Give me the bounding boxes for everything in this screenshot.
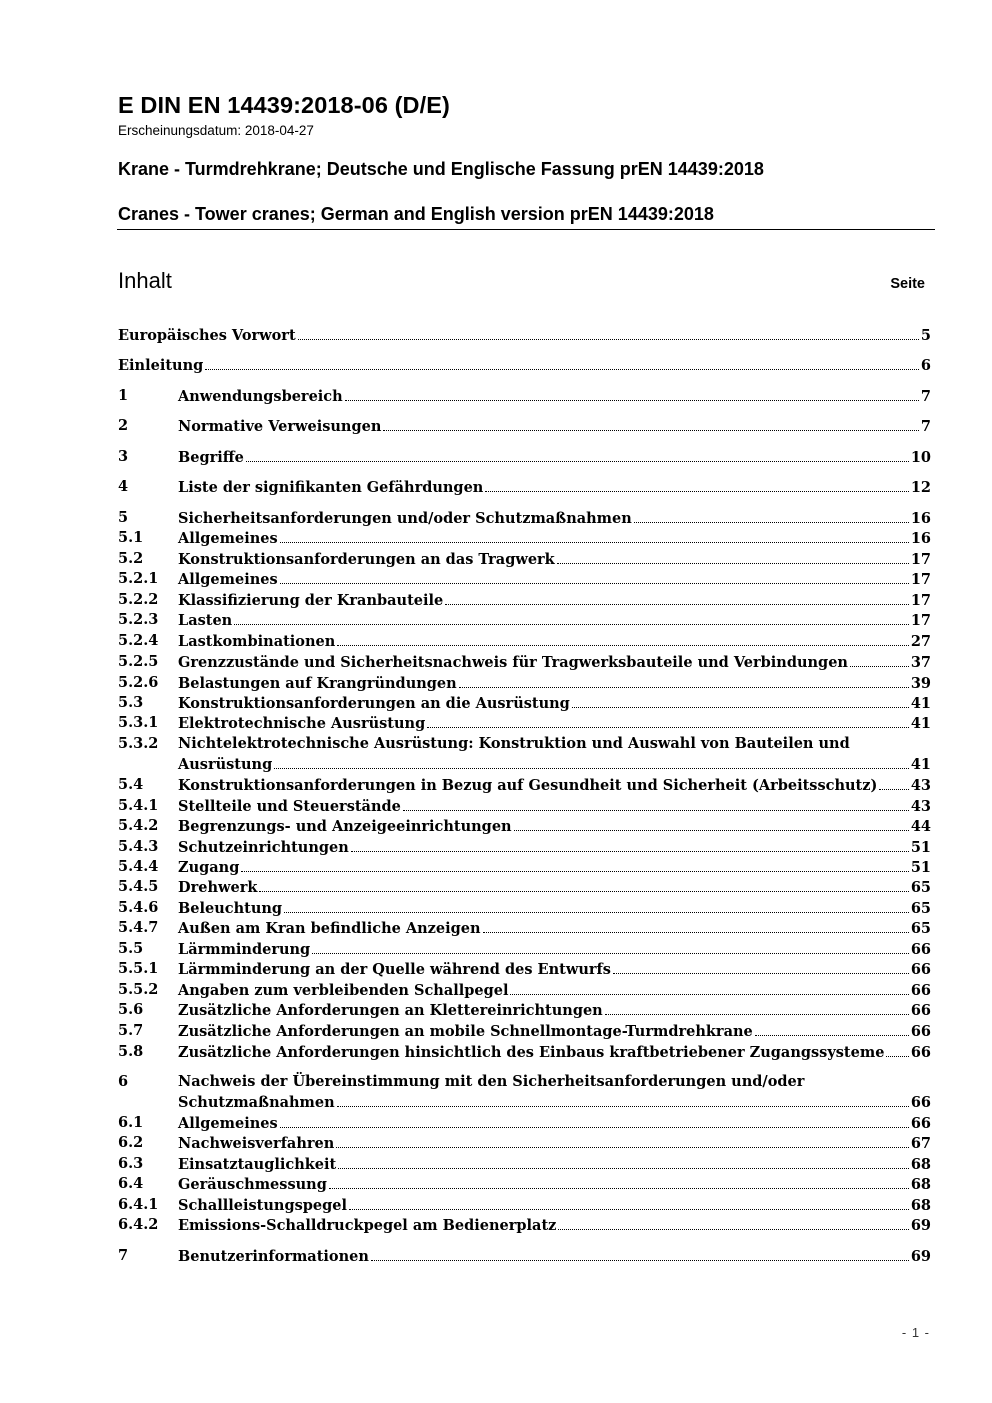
toc-entry[interactable] (118, 898, 931, 918)
toc-entry-title: Konstruktionsanforderungen in Bezug auf Gesundheit und Sicherheit (Arbeitsschutz) (178, 777, 878, 794)
toc-entry-page: 43 (910, 798, 931, 815)
toc-entry-title: Elektrotechnische Ausrüstung (178, 715, 426, 732)
toc-heading: Inhalt (118, 268, 172, 293)
toc-entry[interactable] (118, 508, 931, 528)
publication-date: Erscheinungsdatum: 2018-04-27 (118, 123, 314, 138)
toc-entry-number: 6.3 (118, 1155, 144, 1172)
toc-entry[interactable] (118, 416, 931, 436)
toc-dot-leader (351, 837, 909, 852)
toc-entry-page: 69 (910, 1248, 931, 1265)
toc-entry-title: Lasten (178, 612, 233, 629)
toc-entry-number: 3 (118, 448, 129, 465)
toc-entry-page: 41 (910, 756, 931, 773)
toc-dot-leader (383, 416, 919, 431)
toc-entry-number: 5.4.7 (118, 919, 159, 936)
toc-entry-title: Begrenzungs- und Anzeigeeinrichtungen (178, 818, 512, 835)
toc-entry-page: 69 (910, 1217, 931, 1234)
toc-entry-title: Zugang (178, 859, 240, 876)
toc-entry-number: 5.2 (118, 550, 144, 567)
toc-dot-leader (572, 693, 909, 708)
toc-entry[interactable] (118, 939, 931, 959)
toc-entry[interactable] (118, 1133, 931, 1153)
toc-entry-page: 51 (910, 859, 931, 876)
toc-dot-leader (371, 1246, 909, 1261)
toc-entry-page: 17 (910, 612, 931, 629)
toc-entry-number: 5.2.2 (118, 591, 159, 608)
toc-entry-page: 37 (910, 654, 931, 671)
toc-entry-title: Sicherheitsanforderungen und/oder Schutzmaßnahmen (178, 510, 632, 527)
toc-entry[interactable] (118, 1072, 931, 1113)
toc-dot-leader (403, 796, 909, 811)
title-german: Krane - Turmdrehkrane; Deutsche und Englische Fassung prEN 14439:2018 (118, 159, 764, 179)
toc-entry-title: Nachweis der Übereinstimmung mit den Sicherheitsanforderungen und/oder (178, 1073, 805, 1090)
toc-entry-number: 5.3.1 (118, 714, 159, 731)
toc-entry-page: 16 (910, 510, 931, 527)
toc-entry-number: 5.1 (118, 529, 144, 546)
toc-entry[interactable] (118, 796, 931, 816)
toc-page-column-label: Seite (890, 276, 925, 292)
toc-entry[interactable] (118, 1215, 931, 1235)
toc-entry-page: 6 (920, 357, 931, 374)
toc-entry-page: 65 (910, 900, 931, 917)
toc-dot-leader (274, 754, 909, 769)
toc-dot-leader (349, 1195, 909, 1210)
toc-entry-number: 6.4.2 (118, 1216, 159, 1233)
toc-entry-number: 5.4.2 (118, 817, 159, 834)
toc-dot-leader (459, 673, 909, 688)
toc-entry-number: 5.7 (118, 1022, 144, 1039)
toc-entry-page: 5 (920, 327, 931, 344)
toc-entry[interactable] (118, 1021, 931, 1041)
toc-entry[interactable] (118, 857, 931, 877)
toc-entry-number: 5.4.4 (118, 858, 159, 875)
toc-entry-number: 5.5.2 (118, 981, 159, 998)
toc-entry-title: Lastkombinationen (178, 633, 336, 650)
toc-entry[interactable] (118, 1113, 931, 1133)
toc-entry-page: 66 (910, 1115, 931, 1132)
document-id: E DIN EN 14439:2018-06 (D/E) (118, 92, 450, 118)
toc-dot-leader (337, 1092, 909, 1107)
toc-entry[interactable] (118, 477, 931, 497)
toc-entry-number: 5.2.6 (118, 674, 159, 691)
toc-entry[interactable] (118, 673, 931, 693)
toc-entry-title: Zusätzliche Anforderungen hinsichtlich des Einbaus kraftbetriebener Zugangssysteme (178, 1044, 885, 1061)
toc-entry-page: 65 (910, 920, 931, 937)
toc-entry-number: 2 (118, 417, 129, 434)
toc-entry-page: 66 (910, 1044, 931, 1061)
toc-entry[interactable] (118, 631, 931, 651)
toc-entry-title: Geräuschmessung (178, 1176, 327, 1193)
toc-entry-title: Konstruktionsanforderungen an das Tragwerk (178, 551, 555, 568)
toc-entry-title: Außen am Kran befindliche Anzeigen (178, 920, 481, 937)
toc-entry[interactable] (118, 1000, 931, 1020)
toc-entry[interactable] (118, 569, 931, 589)
toc-entry-number: 4 (118, 478, 129, 495)
toc-entry-number: 5.4.1 (118, 797, 159, 814)
toc-dot-leader (345, 386, 919, 401)
toc-dot-leader (850, 652, 909, 667)
toc-dot-leader (241, 857, 908, 872)
toc-dot-leader (234, 610, 909, 625)
toc-entry-title: Konstruktionsanforderungen an die Ausrüstung (178, 695, 570, 712)
toc-entry-title: Allgemeines (178, 1115, 278, 1132)
toc-entry-title: Zusätzliche Anforderungen an Klettereinrichtungen (178, 1002, 603, 1019)
toc-entry-number: 5.2.4 (118, 632, 159, 649)
toc-entry-page: 68 (910, 1156, 931, 1173)
toc-dot-leader (514, 816, 909, 831)
toc-entry-number: 5.8 (118, 1043, 144, 1060)
toc-entry-title: Europäisches Vorwort (118, 327, 296, 344)
toc-entry-page: 7 (920, 418, 931, 435)
toc-entry-number: 5.4.5 (118, 878, 159, 895)
toc-dot-leader (337, 631, 909, 646)
toc-entry-number: 5.6 (118, 1001, 144, 1018)
toc-entry[interactable] (118, 590, 931, 610)
toc-entry-number: 5.5 (118, 940, 144, 957)
toc-entry-page: 41 (910, 715, 931, 732)
toc-entry-title: Belastungen auf Krangründungen (178, 675, 457, 692)
toc-entry-title: Benutzerinformationen (178, 1248, 369, 1265)
toc-dot-leader (485, 477, 908, 492)
toc-entry-page: 66 (910, 982, 931, 999)
toc-dot-leader (510, 980, 908, 995)
toc-entry-page: 67 (910, 1135, 931, 1152)
toc-entry-number: 5.3.2 (118, 735, 159, 752)
toc-entry[interactable] (118, 549, 931, 569)
toc-dot-leader (605, 1000, 909, 1015)
toc-dot-leader (280, 1113, 909, 1128)
toc-entry-title: Begriffe (178, 449, 244, 466)
toc-entry-page: 43 (910, 777, 931, 794)
toc-entry-number: 6.4.1 (118, 1196, 159, 1213)
toc-entry-title: Emissions-Schalldruckpegel am Bedienerplatz (178, 1217, 557, 1234)
toc-entry-page: 16 (910, 530, 931, 547)
toc-entry-page: 51 (910, 839, 931, 856)
toc-dot-leader (558, 1215, 908, 1230)
toc-entry-title: Allgemeines (178, 571, 278, 588)
toc-entry[interactable] (118, 610, 931, 630)
toc-entry-number: 6.1 (118, 1114, 144, 1131)
toc-entry-title: Klassifizierung der Kranbauteile (178, 592, 444, 609)
toc-entry-page: 66 (910, 941, 931, 958)
toc-entry-number: 5.4 (118, 776, 144, 793)
toc-dot-leader (338, 1154, 909, 1169)
toc-entry-number: 5.4.6 (118, 899, 159, 916)
toc-dot-leader (329, 1174, 909, 1189)
toc-entry-number: 5.2.1 (118, 570, 159, 587)
toc-entry[interactable] (118, 816, 931, 836)
toc-dot-leader (427, 713, 909, 728)
toc-entry-title-continued: Schutzmaßnahmen (178, 1094, 335, 1111)
toc-entry[interactable] (118, 980, 931, 1000)
toc-entry-title: Lärmminderung (178, 941, 311, 958)
toc-dot-leader (280, 528, 909, 543)
toc-entry[interactable] (118, 837, 931, 857)
toc-dot-leader (312, 939, 909, 954)
toc-entry[interactable] (118, 386, 931, 406)
toc-entry-page: 7 (920, 388, 931, 405)
toc-entry[interactable] (118, 713, 931, 733)
toc-entry[interactable] (118, 447, 931, 467)
toc-dot-leader (879, 775, 908, 790)
toc-dot-leader (284, 898, 909, 913)
toc-entry-page: 12 (910, 479, 931, 496)
toc-entry-page: 66 (910, 1094, 931, 1111)
toc-entry-page: 68 (910, 1176, 931, 1193)
toc-entry[interactable] (118, 1195, 931, 1215)
toc-entry-number: 5.3 (118, 694, 144, 711)
toc-entry[interactable] (118, 693, 931, 713)
toc-entry-title: Normative Verweisungen (178, 418, 382, 435)
toc-dot-leader (445, 590, 909, 605)
toc-entry-number: 5 (118, 509, 129, 526)
toc-entry-page: 66 (910, 1023, 931, 1040)
toc-entry-title: Lärmminderung an der Quelle während des Entwurfs (178, 961, 611, 978)
toc-entry-title: Liste der signifikanten Gefährdungen (178, 479, 484, 496)
toc-entry-title: Schallleistungspegel (178, 1197, 347, 1214)
toc-entry-number: 6.4 (118, 1175, 144, 1192)
toc-entry-page: 39 (910, 675, 931, 692)
toc-dot-leader (205, 355, 919, 370)
toc-entry-title: Nachweisverfahren (178, 1135, 335, 1152)
toc-entry-title: Einsatztauglichkeit (178, 1156, 337, 1173)
toc-dot-leader (298, 325, 919, 340)
toc-dot-leader (280, 569, 909, 584)
toc-dot-leader (336, 1133, 909, 1148)
toc-entry[interactable] (118, 1246, 931, 1266)
toc-entry-page: 68 (910, 1197, 931, 1214)
toc-dot-leader (246, 447, 909, 462)
toc-entry[interactable] (118, 959, 931, 979)
toc-entry-number: 7 (118, 1247, 129, 1264)
toc-entry[interactable] (118, 355, 931, 375)
toc-entry-title: Angaben zum verbleibenden Schallpegel (178, 982, 509, 999)
toc-entry-page: 17 (910, 592, 931, 609)
toc-entry-page: 66 (910, 1002, 931, 1019)
toc-dot-leader (483, 918, 909, 933)
toc-entry-page: 44 (910, 818, 931, 835)
toc-entry-title: Nichtelektrotechnische Ausrüstung: Konstruktion und Auswahl von Bauteilen und (178, 735, 850, 752)
toc-entry-number: 5.2.3 (118, 611, 159, 628)
toc-entry[interactable] (118, 877, 931, 897)
toc-entry-page: 41 (910, 695, 931, 712)
toc-entry-page: 66 (910, 961, 931, 978)
toc-entry-number: 5.5.1 (118, 960, 159, 977)
toc-entry-number: 6 (118, 1073, 129, 1090)
toc-entry-title: Schutzeinrichtungen (178, 839, 349, 856)
toc-entry-number: 5.2.5 (118, 653, 159, 670)
toc-dot-leader (557, 549, 909, 564)
toc-entry-number: 1 (118, 387, 129, 404)
toc-dot-leader (634, 508, 909, 523)
toc-entry-title: Beleuchtung (178, 900, 283, 917)
toc-entry-page: 65 (910, 879, 931, 896)
header-divider (117, 229, 935, 230)
toc-entry-page: 27 (910, 633, 931, 650)
toc-entry-title: Grenzzustände und Sicherheitsnachweis für Tragwerksbauteile und Verbindungen (178, 654, 848, 671)
toc-entry-title: Stellteile und Steuerstände (178, 798, 401, 815)
toc-entry-page: 17 (910, 571, 931, 588)
toc-entry[interactable] (118, 1154, 931, 1174)
toc-entry-page: 10 (910, 449, 931, 466)
toc-entry[interactable] (118, 325, 931, 345)
title-english: Cranes - Tower cranes; German and English version prEN 14439:2018 (118, 204, 714, 224)
toc-entry-title-continued: Ausrüstung (178, 756, 273, 773)
toc-entry-page: 17 (910, 551, 931, 568)
toc-entry[interactable] (118, 1174, 931, 1194)
toc-entry-number: 6.2 (118, 1134, 144, 1151)
toc-entry[interactable] (118, 918, 931, 938)
toc-entry[interactable] (118, 652, 931, 672)
toc-dot-leader (886, 1042, 908, 1057)
toc-entry[interactable] (118, 528, 931, 548)
toc-dot-leader (755, 1021, 909, 1036)
toc-entry-title: Zusätzliche Anforderungen an mobile Schnellmontage-Turmdrehkrane (178, 1023, 753, 1040)
toc-dot-leader (613, 959, 909, 974)
toc-dot-leader (259, 877, 908, 892)
toc-entry[interactable] (118, 1042, 931, 1062)
toc-entry-title: Allgemeines (178, 530, 278, 547)
toc-entry-number: 5.4.3 (118, 838, 159, 855)
toc-entry-title: Einleitung (118, 357, 204, 374)
toc-entry[interactable] (118, 775, 931, 795)
toc-entry[interactable] (118, 734, 931, 775)
page-number: - 1 - (901, 1325, 930, 1340)
toc-entry-title: Drehwerk (178, 879, 258, 896)
toc-entry-title: Anwendungsbereich (178, 388, 343, 405)
